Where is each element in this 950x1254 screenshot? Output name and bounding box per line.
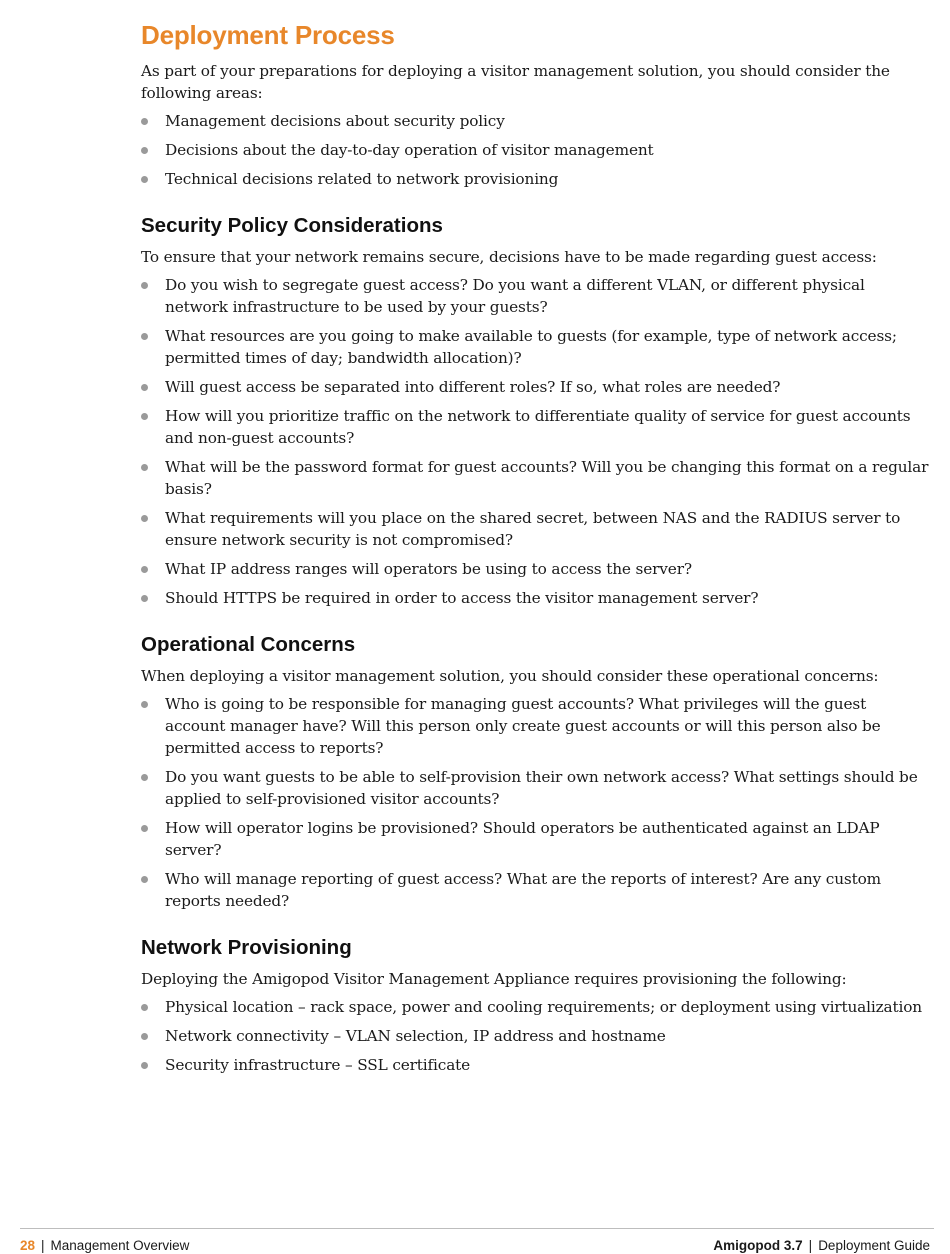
list-item	[141, 1054, 931, 1076]
intro-paragraph: As part of your preparations for deploying a visitor management solution, you should consider the following areas:	[141, 62, 890, 102]
list-item-text: Management decisions about security policy	[165, 112, 505, 130]
list-item-text: What requirements will you place on the shared secret, between NAS and the RADIUS server to ensure network security is not compromised?	[165, 509, 901, 549]
page-footer	[20, 1238, 930, 1254]
bullet-icon	[141, 1004, 148, 1011]
bullet-icon	[141, 1062, 148, 1069]
list-item	[141, 274, 931, 318]
list-item-text: How will you prioritize traffic on the network to differentiate quality of service for guest accounts and non-guest accounts?	[165, 407, 911, 447]
bullet-icon	[141, 464, 148, 471]
list-item	[141, 110, 931, 132]
list-item	[141, 766, 931, 810]
bullet-icon	[141, 825, 148, 832]
bullet-icon	[141, 176, 148, 183]
bullet-icon	[141, 595, 148, 602]
bullet-icon	[141, 1033, 148, 1040]
list-item-text: Security infrastructure – SSL certificate	[165, 1056, 471, 1074]
document-title: Deployment Guide	[818, 1238, 930, 1253]
section-lead-network-provisioning: Deploying the Amigopod Visitor Management Appliance requires provisioning the following:	[141, 970, 847, 988]
footer-right	[713, 1238, 930, 1254]
list-item-text: Physical location – rack space, power and cooling requirements; or deployment using virtualization	[165, 998, 923, 1016]
list-item-text: Who will manage reporting of guest access? What are the reports of interest? Are any custom reports needed?	[165, 870, 882, 910]
list-item-text: What resources are you going to make available to guests (for example, type of network access; permitted times of day; bandwidth allocation)?	[165, 327, 897, 367]
bullet-icon	[141, 413, 148, 420]
bullet-icon	[141, 333, 148, 340]
bullet-icon	[141, 774, 148, 781]
list-item	[141, 405, 931, 449]
list-item	[141, 558, 931, 580]
list-item	[141, 507, 931, 551]
list-item-text: How will operator logins be provisioned? Should operators be authenticated against an LDAP server?	[165, 819, 880, 859]
list-item	[141, 456, 931, 500]
list-item	[141, 693, 931, 759]
footer-left	[20, 1238, 189, 1254]
bullet-icon	[141, 515, 148, 522]
list-item	[141, 817, 931, 861]
list-item-text: Do you want guests to be able to self-provision their own network access? What settings should be applied to self-provisioned visitor accounts?	[165, 768, 918, 808]
list-item	[141, 139, 931, 161]
list-item-text: What will be the password format for guest accounts? Will you be changing this format on a regular basis?	[165, 458, 929, 498]
bullet-icon	[141, 384, 148, 391]
list-item-text: Decisions about the day-to-day operation of visitor management	[165, 141, 654, 159]
bullet-icon	[141, 282, 148, 289]
list-item-text: Will guest access be separated into different roles? If so, what roles are needed?	[165, 378, 781, 396]
page-title: Deployment Process	[141, 20, 395, 50]
list-item	[141, 1025, 931, 1047]
list-item	[141, 376, 931, 398]
bullet-icon	[141, 566, 148, 573]
product-name: Amigopod 3.7	[713, 1238, 803, 1253]
list-item	[141, 587, 931, 609]
operational-concerns-bullet-list	[141, 693, 931, 912]
intro-bullet-list	[141, 110, 931, 190]
list-item-text: Should HTTPS be required in order to access the visitor management server?	[165, 589, 759, 607]
list-item-text: Network connectivity – VLAN selection, IP address and hostname	[165, 1027, 666, 1045]
page-number: 28	[20, 1238, 36, 1253]
security-policy-bullet-list	[141, 274, 931, 609]
network-provisioning-bullet-list	[141, 996, 931, 1076]
section-heading-network-provisioning: Network Provisioning	[141, 936, 352, 959]
bullet-icon	[141, 118, 148, 125]
section-lead-security-policy: To ensure that your network remains secure, decisions have to be made regarding guest access:	[141, 248, 877, 266]
chapter-title: Management Overview	[50, 1238, 190, 1253]
bullet-icon	[141, 147, 148, 154]
section-lead-operational-concerns: When deploying a visitor management solution, you should consider these operational concerns:	[141, 667, 879, 685]
section-heading-operational-concerns: Operational Concerns	[141, 633, 356, 656]
footer-divider	[20, 1228, 934, 1229]
list-item-text: Who is going to be responsible for managing guest accounts? What privileges will the guest account manager have? Will this person only create guest accounts or will this person also be permitted access to reports?	[165, 695, 881, 757]
footer-separator: |	[41, 1238, 45, 1253]
list-item-text: What IP address ranges will operators be using to access the server?	[165, 560, 692, 578]
list-item-text: Do you wish to segregate guest access? Do you want a different VLAN, or different physical network infrastructure to be used by your guests?	[165, 276, 865, 316]
bullet-icon	[141, 876, 148, 883]
list-item	[141, 996, 931, 1018]
list-item	[141, 325, 931, 369]
page-content	[141, 18, 931, 1083]
list-item	[141, 168, 931, 190]
list-item	[141, 868, 931, 912]
bullet-icon	[141, 701, 148, 708]
list-item-text: Technical decisions related to network provisioning	[165, 170, 559, 188]
section-heading-security-policy: Security Policy Considerations	[141, 214, 443, 237]
footer-separator: |	[808, 1238, 813, 1253]
